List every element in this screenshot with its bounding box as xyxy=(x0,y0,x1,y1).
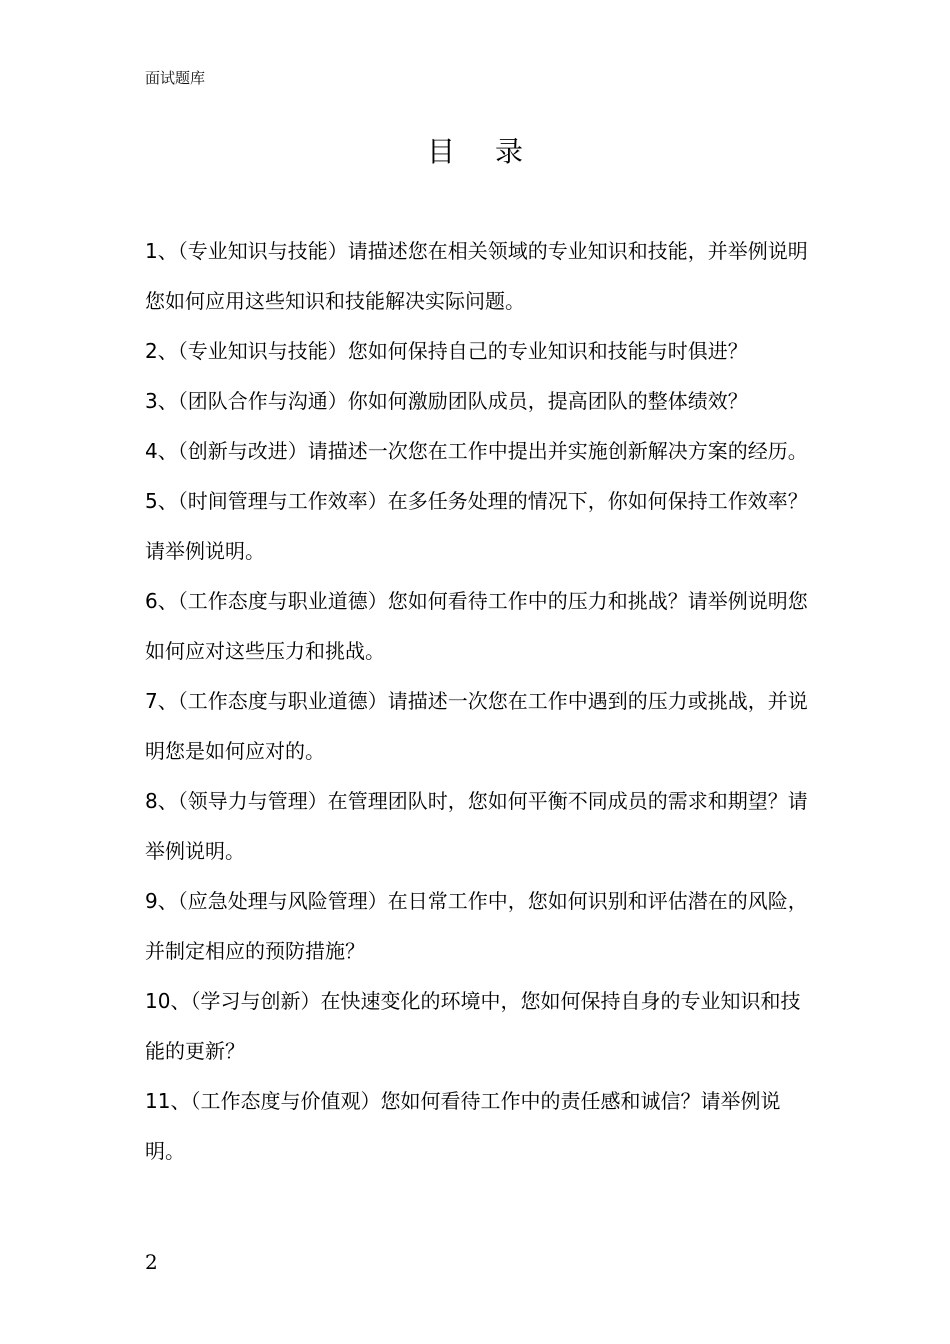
toc-item-6[interactable]: 6、（工作态度与职业道德）您如何看待工作中的压力和挑战？请举例说明您如何应对这些压力和挑战。 xyxy=(145,589,808,663)
toc-item-2[interactable]: 2、（专业知识与技能）您如何保持自己的专业知识和技能与时俱进？ xyxy=(145,339,748,363)
toc-item-10[interactable]: 10、（学习与创新）在快速变化的环境中，您如何保持自身的专业知识和技能的更新？ xyxy=(145,989,801,1063)
page-number: 2 xyxy=(145,1250,158,1274)
toc-item-9[interactable]: 9、（应急处理与风险管理）在日常工作中，您如何识别和评估潜在的风险，并制定相应的预防措施？ xyxy=(145,889,808,963)
toc-item-8[interactable]: 8、（领导力与管理）在管理团队时，您如何平衡不同成员的需求和期望？请举例说明。 xyxy=(145,789,808,863)
toc-item-11[interactable]: 11、（工作态度与价值观）您如何看待工作中的责任感和诚信？请举例说明。 xyxy=(145,1089,781,1163)
toc-item-1[interactable]: 1、（专业知识与技能）请描述您在相关领域的专业知识和技能，并举例说明您如何应用这些知识和技能解决实际问题。 xyxy=(145,239,808,313)
toc-item-5[interactable]: 5、（时间管理与工作效率）在多任务处理的情况下，你如何保持工作效率？请举例说明。 xyxy=(145,489,808,563)
toc-item-7[interactable]: 7、（工作态度与职业道德）请描述一次您在工作中遇到的压力或挑战，并说明您是如何应对的。 xyxy=(145,689,808,763)
toc-item-4[interactable]: 4、（创新与改进）请描述一次您在工作中提出并实施创新解决方案的经历。 xyxy=(145,439,808,463)
toc-list xyxy=(145,226,810,1176)
toc-title: 目录 xyxy=(426,135,563,168)
running-header: 面试题库 xyxy=(145,69,206,87)
toc-item-3[interactable]: 3、（团队合作与沟通）你如何激励团队成员，提高团队的整体绩效？ xyxy=(145,389,748,413)
